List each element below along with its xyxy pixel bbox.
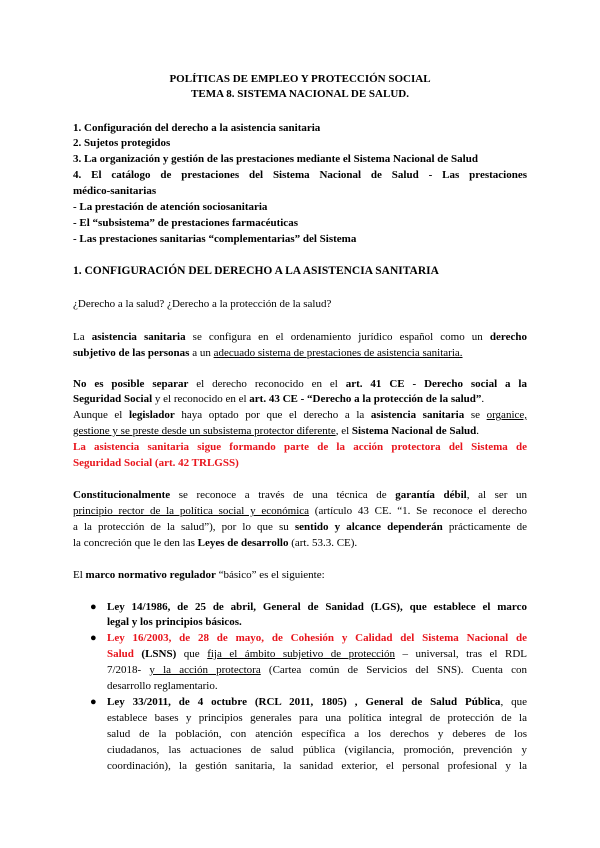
question-line: ¿Derecho a la salud? ¿Derecho a la protección de la salud? — [73, 298, 332, 310]
paragraph-line: No es posible separar el derecho reconocido en el art. 41 CE - Derecho social a la — [73, 378, 527, 390]
list-item: desarrollo reglamentario. — [107, 680, 218, 692]
list-item: Ley 33/2011, de 4 octubre (RCL 2011, 1805) , General de Salud Pública, que — [107, 696, 527, 708]
paragraph-line: principio rector de la política social y económica (artículo 43 CE. “1. Se reconoce el derecho — [73, 505, 527, 517]
list-item: establece bases y principios generales para una política integral de protección de la — [107, 712, 527, 724]
paragraph-line: la concreción que le den las Leyes de desarrollo (art. 53.3. CE). — [73, 537, 358, 549]
highlighted-line: Seguridad Social (art. 42 TRLGSS) — [73, 457, 239, 469]
bullet-icon: ● — [90, 632, 97, 644]
toc-item: 1. Configuración del derecho a la asistencia sanitaria — [73, 122, 321, 134]
paragraph-line: a la protección de la salud”), por lo que su sentido y alcance dependerán prácticamente de — [73, 521, 527, 533]
list-item: Ley 16/2003, de 28 de mayo, de Cohesión y Calidad del Sistema Nacional de — [107, 632, 527, 644]
section-heading: 1. CONFIGURACIÓN DEL DERECHO A LA ASISTENCIA SANITARIA — [73, 265, 439, 277]
paragraph-line: Seguridad Social y el reconocido en el art. 43 CE - “Derecho a la protección de la salud”. — [73, 393, 485, 405]
paragraph-line: subjetivo de las personas a un adecuado sistema de prestaciones de asistencia sanitaria. — [73, 347, 463, 359]
list-item: ciudadanos, las actuaciones de salud pública (vigilancia, promoción, prevención y — [107, 744, 527, 756]
highlighted-line: La asistencia sanitaria sigue formando parte de la acción protectora del Sistema de — [73, 441, 527, 453]
list-item: salud de la población, con atención específica a los derechos y deberes de los — [107, 728, 527, 740]
bullet-icon: ● — [90, 696, 97, 708]
paragraph-line: La asistencia sanitaria se configura en el ordenamiento jurídico español como un derecho — [73, 331, 527, 343]
toc-item: - El “subsistema” de prestaciones farmacéuticas — [73, 217, 298, 229]
paragraph-line: gestione y se preste desde un subsistema protector diferente, el Sistema Nacional de Salud. — [73, 425, 480, 437]
toc-item: 2. Sujetos protegidos — [73, 137, 171, 149]
doc-title: POLÍTICAS DE EMPLEO Y PROTECCIÓN SOCIAL — [169, 73, 431, 85]
toc-item: - La prestación de atención sociosanitaria — [73, 201, 268, 213]
toc-item: - Las prestaciones sanitarias “complementarias” del Sistema — [73, 233, 357, 245]
toc-item: médico-sanitarias — [73, 185, 157, 197]
list-item: Salud (LSNS) que fija el ámbito subjetivo de protección – universal, tras el RDL — [107, 648, 527, 660]
bullet-icon: ● — [90, 601, 97, 613]
list-item: 7/2018- y la acción protectora (Cartea común de Servicios del SNS). Cuenta con — [107, 664, 527, 676]
list-item: Ley 14/1986, de 25 de abril, General de Sanidad (LGS), que establece el marco — [107, 601, 527, 613]
toc-item: 3. La organización y gestión de las prestaciones mediante el Sistema Nacional de Salud — [73, 153, 478, 165]
doc-subtitle: TEMA 8. SISTEMA NACIONAL DE SALUD. — [191, 88, 409, 100]
paragraph-line: Aunque el legislador haya optado por que el derecho a la asistencia sanitaria se organice, — [73, 409, 528, 421]
toc-item: 4. El catálogo de prestaciones del Sistema Nacional de Salud - Las prestaciones — [73, 169, 527, 181]
list-item: coordinación), la gestión sanitaria, la sanidad exterior, el personal profesional y la — [107, 760, 527, 772]
paragraph-line: Constitucionalmente se reconoce a través de una técnica de garantía débil, al ser un — [73, 489, 527, 501]
paragraph-line: El marco normativo regulador “básico” es el siguiente: — [73, 569, 325, 581]
list-item: legal y los principios básicos. — [107, 616, 242, 628]
